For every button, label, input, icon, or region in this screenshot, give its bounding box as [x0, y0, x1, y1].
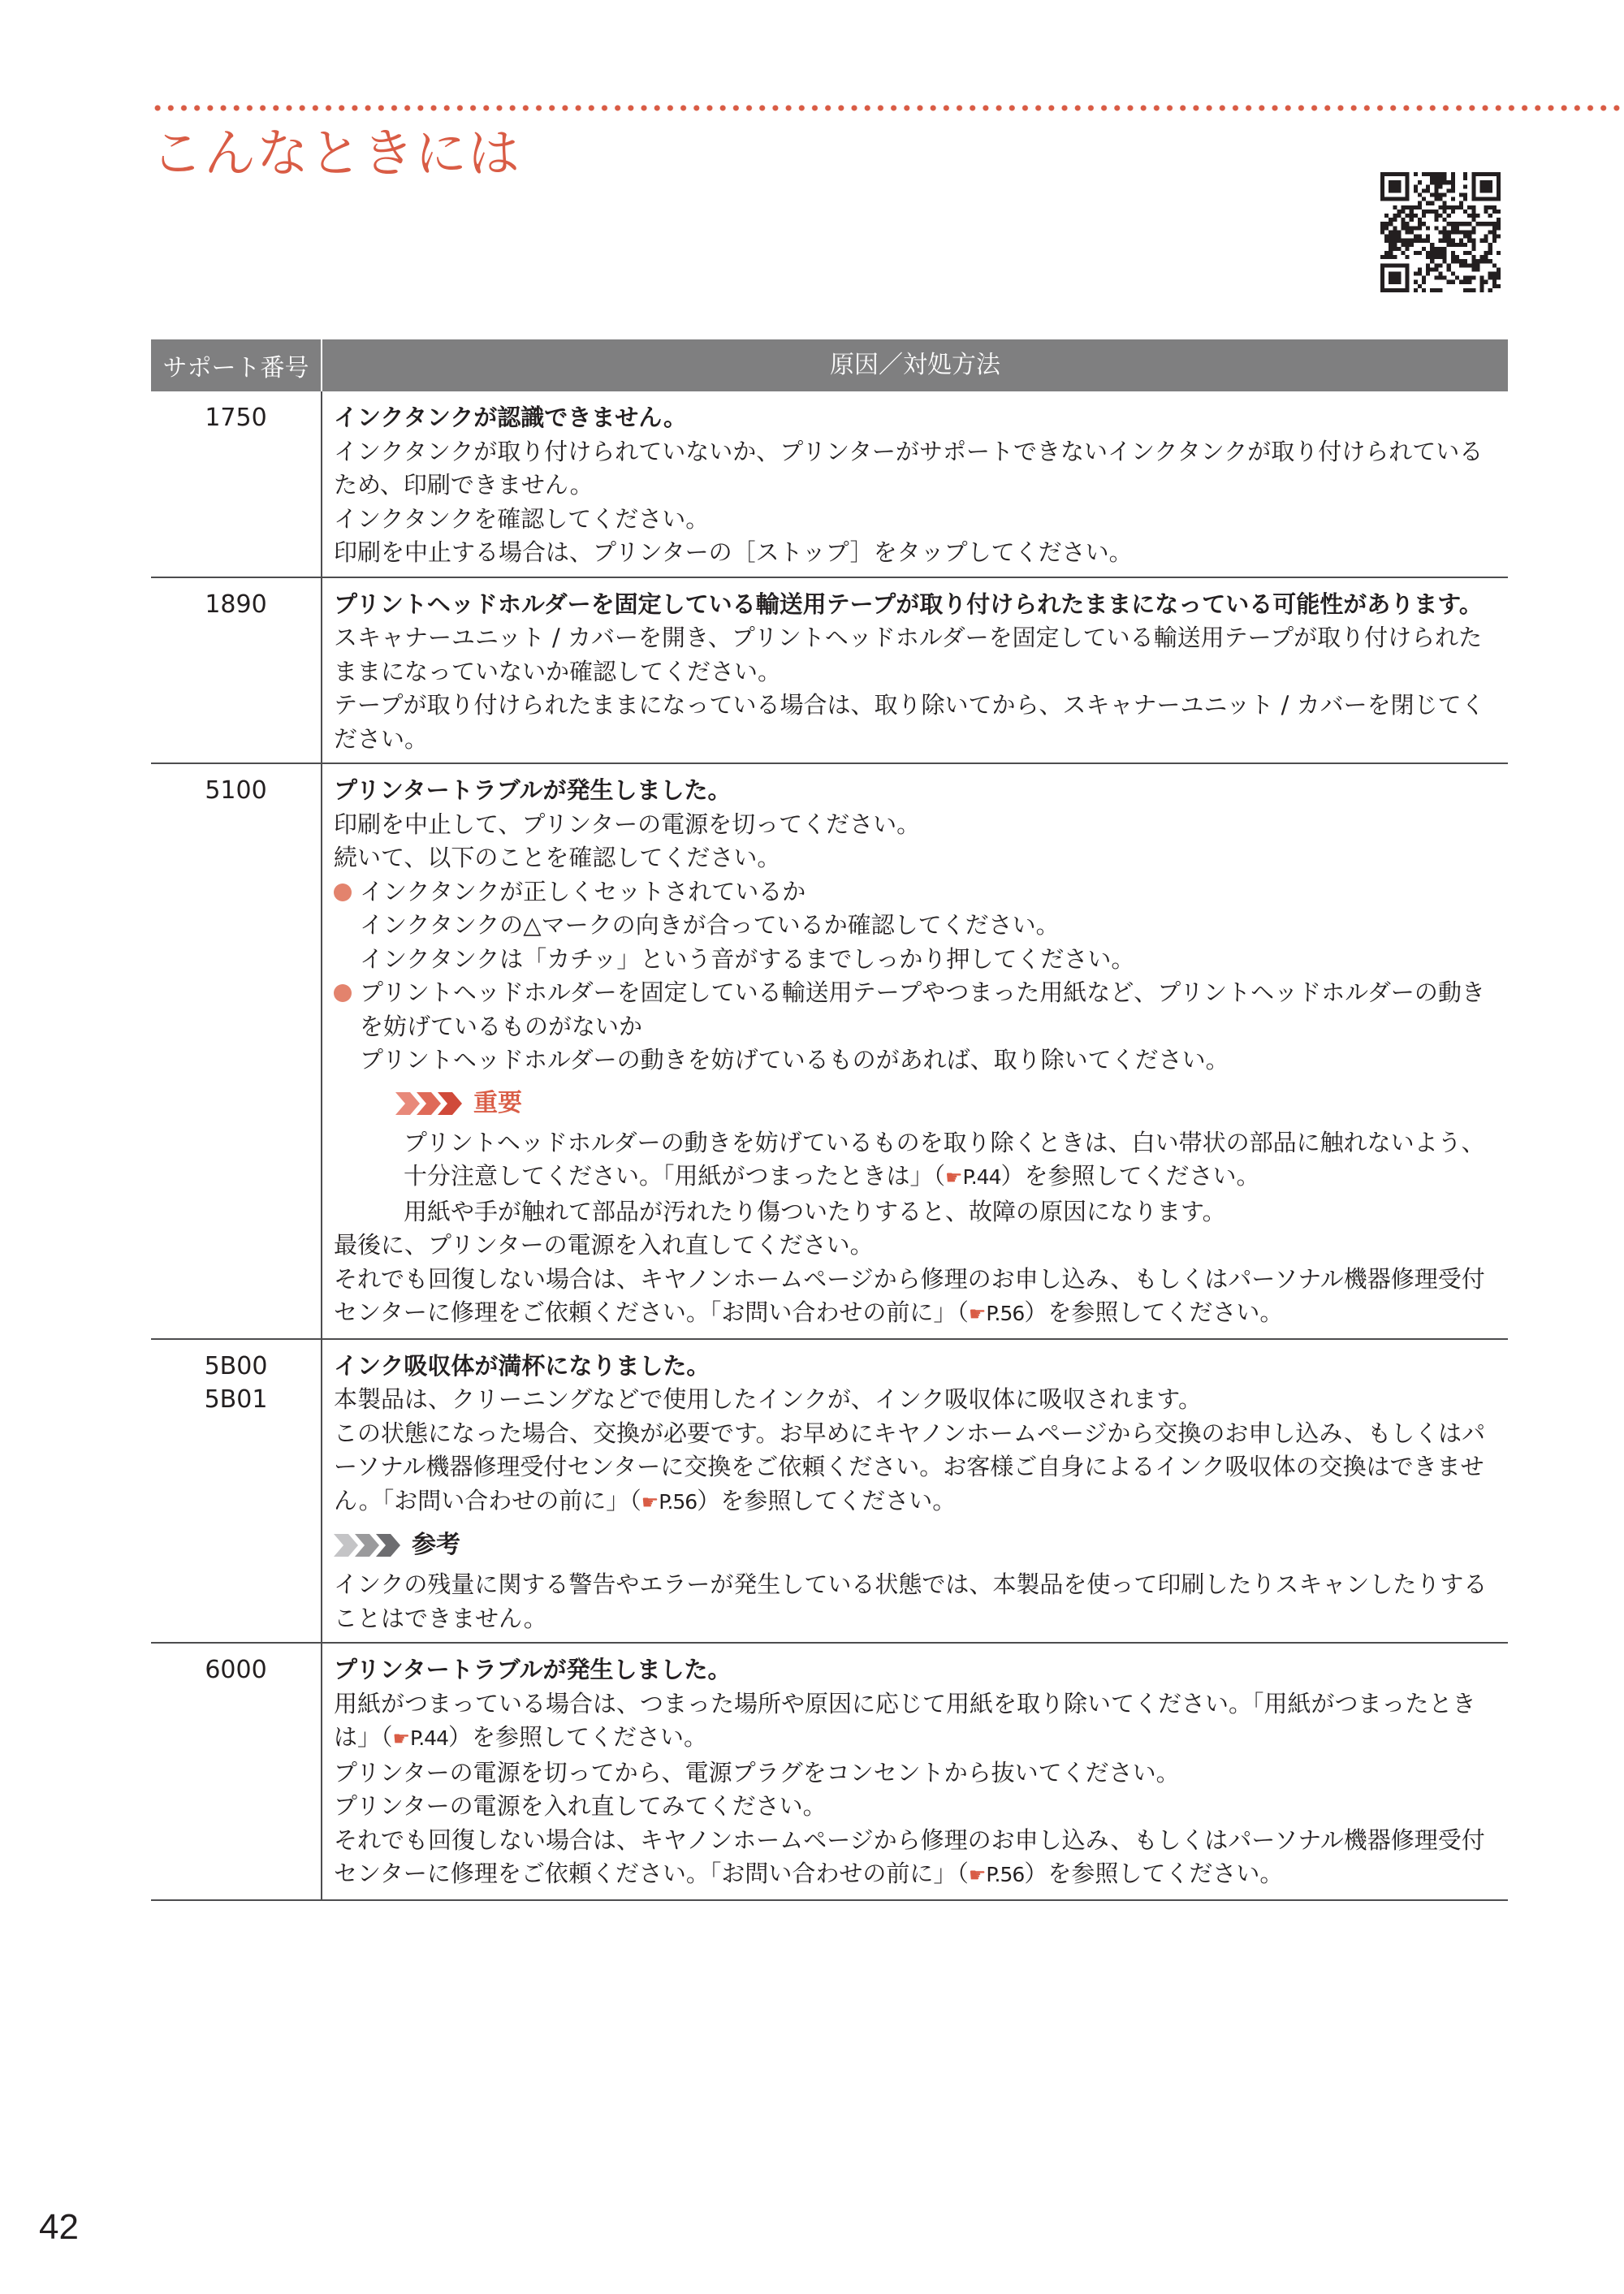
support-number: 5B01 — [204, 1385, 268, 1414]
note-text: インクの残量に関する警告やエラーが発生している状態では、本製品を使って印刷したりスキャンしたりすることはできません。 — [334, 1570, 1488, 1632]
cause-cell — [321, 391, 1508, 577]
bullet-dot-icon — [334, 984, 352, 1002]
support-number: 1890 — [205, 590, 267, 619]
page-number: 42 — [39, 2207, 79, 2247]
chevron-arrows-icon — [334, 1534, 404, 1557]
support-number-cell — [151, 391, 321, 577]
pointing-hand-icon: ☛ — [968, 1864, 987, 1886]
error-title: プリントヘッドホルダーを固定している輸送用テープが取り付けられたままになっている可能性があります。 — [334, 590, 1483, 618]
body-text: 印刷を中止する場合は、プリンターの［ストップ］をタップしてください。 — [334, 538, 1133, 566]
body-text: 用紙がつまっている場合は、つまった場所や原因に応じて用紙を取り除いてください。「用紙がつまったときは」（☛P.44）を参照してください。 — [334, 1689, 1476, 1751]
body-text: それでも回復しない場合は、キヤノンホームページから修理のお申し込み、もしくはパーソナル機器修理受付センターに修理をご依頼ください。「お問い合わせの前に」（☛P.56）を参照してください。 — [334, 1264, 1485, 1326]
support-number: 6000 — [205, 1656, 267, 1684]
error-title: プリンタートラブルが発生しました。 — [334, 776, 732, 804]
pointing-hand-icon: ☛ — [968, 1303, 987, 1325]
important-heading — [395, 1086, 1501, 1121]
body-text: インクタンクを確認してください。 — [334, 504, 710, 533]
cause-cell — [321, 1340, 1508, 1643]
page-reference[interactable]: ☛P.56 — [968, 1863, 1025, 1886]
body-text: プリンターの電源を入れ直してみてください。 — [334, 1792, 827, 1820]
body-text: 本製品は、クリーニングなどで使用したインクが、インク吸収体に吸収されます。 — [334, 1385, 1202, 1413]
note-heading — [334, 1527, 1501, 1563]
support-number-cell — [151, 764, 321, 1338]
page-reference[interactable]: ☛P.56 — [968, 1302, 1025, 1325]
page-reference[interactable]: ☛P.44 — [392, 1726, 448, 1750]
table-row — [151, 1644, 1508, 1901]
support-number: 5100 — [205, 776, 267, 805]
check-item-title: プリントヘッドホルダーを固定している輸送用テープやつまった用紙など、プリントヘッドホルダーの動きを妨げているものがないか — [360, 979, 1485, 1040]
body-text: 続いて、以下のことを確認してください。 — [334, 844, 781, 871]
note-label: 参考 — [412, 1531, 460, 1560]
support-number: 1750 — [205, 404, 267, 432]
support-number-cell — [151, 578, 321, 763]
column-header-cause: 原因／対処方法 — [321, 339, 1508, 391]
table-row — [151, 391, 1508, 578]
body-text: インクタンクが取り付けられていないか、プリンターがサポートできないインクタンクが取り付けられているため、印刷できません。 — [334, 437, 1484, 499]
page-reference[interactable]: ☛P.44 — [945, 1165, 1001, 1189]
table-row — [151, 1340, 1508, 1644]
body-text: テープが取り付けられたままになっている場合は、取り除いてから、スキャナーユニット / カバーを閉じてください。 — [334, 691, 1485, 753]
pointing-hand-icon: ☛ — [945, 1166, 963, 1189]
page-title: こんなときには — [151, 124, 520, 184]
body-text: 印刷を中止して、プリンターの電源を切ってください。 — [334, 810, 921, 838]
qr-code-icon — [1380, 172, 1501, 292]
support-number-cell — [151, 1644, 321, 1899]
support-number-cell — [151, 1340, 321, 1643]
check-item — [334, 875, 1501, 909]
page-reference[interactable]: ☛P.56 — [641, 1489, 698, 1514]
table-row — [151, 764, 1508, 1340]
column-header-number: サポート番号 — [162, 354, 309, 382]
pointing-hand-icon: ☛ — [641, 1490, 659, 1514]
important-label: 重要 — [473, 1088, 522, 1117]
cause-cell — [321, 1644, 1508, 1899]
body-text: それでも回復しない場合は、キヤノンホームページから修理のお申し込み、もしくはパーソナル機器修理受付センターに修理をご依頼ください。「お問い合わせの前に」（☛P.56）を参照してください。 — [334, 1825, 1485, 1887]
check-item-title: インクタンクが正しくセットされているか — [360, 877, 806, 905]
error-title: インクタンクが認識できません。 — [334, 404, 688, 431]
body-text: 最後に、プリンターの電源を入れ直してください。 — [334, 1231, 874, 1259]
cause-cell — [321, 578, 1508, 763]
table-header — [151, 339, 1508, 391]
dotted-rule — [151, 104, 1624, 112]
error-title: プリンタートラブルが発生しました。 — [334, 1656, 732, 1683]
body-text: インクタンクの△マークの向きが合っているか確認してください。 — [360, 911, 1060, 939]
support-code-table — [151, 339, 1508, 1901]
table-row — [151, 578, 1508, 765]
support-number: 5B00 — [204, 1351, 268, 1380]
check-item — [334, 976, 1501, 1043]
pointing-hand-icon: ☛ — [392, 1727, 411, 1750]
error-title: インク吸収体が満杯になりました。 — [334, 1351, 710, 1380]
body-text: スキャナーユニット / カバーを開き、プリントヘッドホルダーを固定している輸送用テープが取り付けられたままになっていないか確認してください。 — [334, 624, 1483, 685]
body-text: インクタンクは「カチッ」という音がするまでしっかり押してください。 — [360, 944, 1135, 973]
important-text: プリントヘッドホルダーの動きを妨げているものを取り除くときは、白い帯状の部品に触れないよう、十分注意してください。「用紙がつまったときは」（☛P.44）を参照してください。 — [404, 1128, 1485, 1190]
body-text: この状態になった場合、交換が必要です。お早めにキヤノンホームページから交換のお申し込み、もしくはパーソナル機器修理受付センターに交換をご依頼ください。お客様ご自身によるインク吸収体の交換はできません。「お問い合わせの前に」（☛P.56）を参照してください。 — [334, 1419, 1486, 1514]
bullet-dot-icon — [334, 883, 352, 901]
important-text: 用紙や手が触れて部品が汚れたり傷ついたりすると、故障の原因になります。 — [404, 1197, 1226, 1225]
chevron-arrows-icon — [395, 1092, 465, 1115]
body-text: プリンターの電源を切ってから、電源プラグをコンセントから抜いてください。 — [334, 1758, 1180, 1786]
body-text: プリントヘッドホルダーの動きを妨げているものがあれば、取り除いてください。 — [360, 1046, 1229, 1074]
cause-cell — [321, 764, 1508, 1338]
